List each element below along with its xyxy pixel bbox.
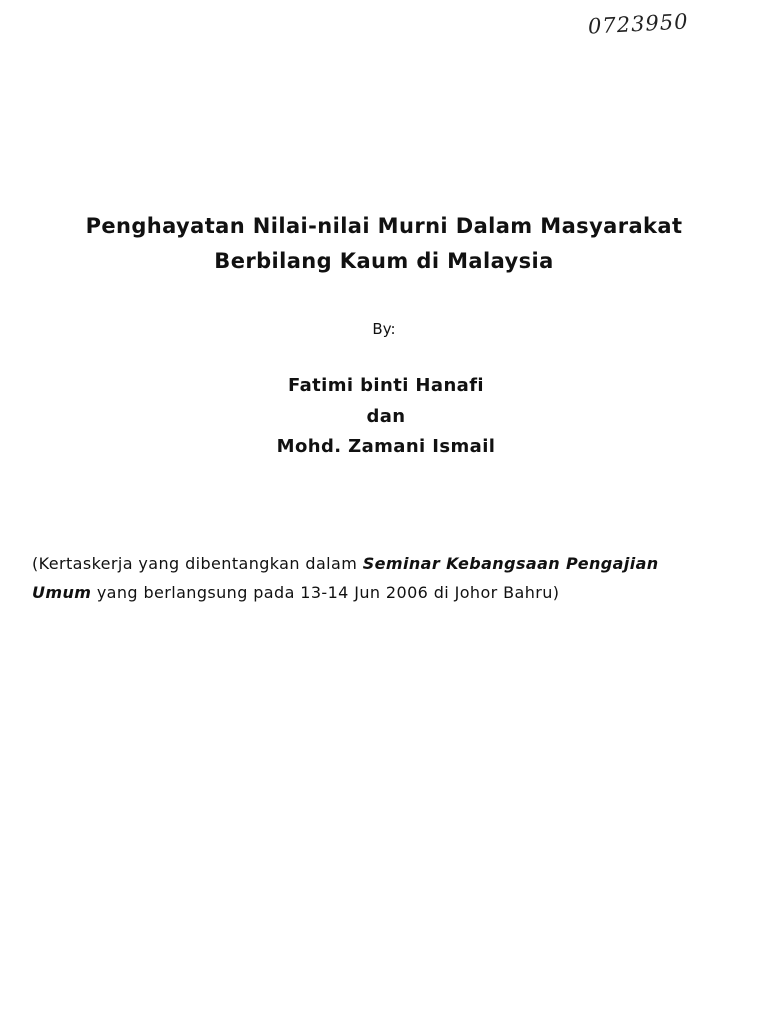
presentation-note [32,549,768,607]
seminar-name-part-2: Umum [32,583,92,602]
paper-title-line-1: Penghayatan Nilai-nilai Murni Dalam Masyarakat [85,214,683,238]
author-conjunction: dan [366,406,406,427]
paper-title-line-2: Berbilang Kaum di Malaysia [214,249,554,273]
by-label: By: [372,320,396,338]
seminar-name-part-1: Seminar Kebangsaan Pengajian [362,554,659,573]
author-name-2: Mohd. Zamani Ismail [276,436,496,457]
handwritten-reference-number: 0723950 [587,9,690,39]
note-intro-text: (Kertaskerja yang dibentangkan dalam [32,554,363,573]
author-name-1: Fatimi binti Hanafi [287,375,485,396]
note-date-location-text: yang berlangsung pada 13-14 Jun 2006 di Johor Bahru) [91,583,560,602]
